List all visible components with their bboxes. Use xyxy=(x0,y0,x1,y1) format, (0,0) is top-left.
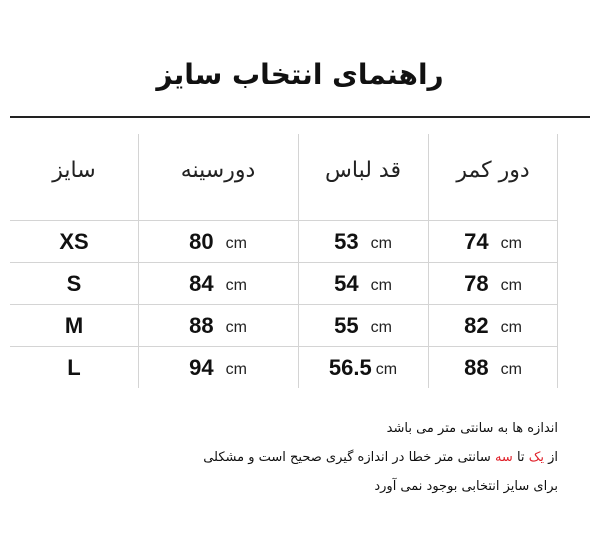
unit-label: cm xyxy=(500,277,522,294)
unit-label: cm xyxy=(370,319,392,336)
unit-label: cm xyxy=(370,277,392,294)
note-from: از xyxy=(548,450,558,465)
unit-label: cm xyxy=(500,319,522,336)
unit-label: cm xyxy=(225,277,247,294)
unit-label: cm xyxy=(225,319,247,336)
note-rest: سانتی متر خطا در اندازه گیری صحیح است و مشکلی xyxy=(203,450,491,465)
note-three-highlight: سه xyxy=(494,450,513,465)
length-value: 54 xyxy=(334,271,359,296)
note-line-2 xyxy=(38,443,558,472)
header-size: سایز xyxy=(52,157,96,183)
waist-cell xyxy=(428,222,558,262)
unit-label: cm xyxy=(370,235,392,252)
unit-label: cm xyxy=(500,235,522,252)
waist-cell xyxy=(428,348,558,388)
header-chest: دورسینه xyxy=(180,157,256,183)
chest-value: 84 xyxy=(189,271,214,296)
note-to: تا xyxy=(516,450,525,465)
waist-cell xyxy=(428,306,558,346)
unit-label: cm xyxy=(500,361,522,378)
size-cell: L xyxy=(67,355,81,380)
length-cell xyxy=(298,222,428,262)
note-line-1: اندازه ها به سانتی متر می باشد xyxy=(386,421,558,436)
chest-value: 94 xyxy=(189,355,214,380)
note-line-3: برای سایز انتخابی بوجود نمی آورد xyxy=(374,479,558,494)
chest-cell xyxy=(138,264,298,304)
chest-cell xyxy=(138,348,298,388)
unit-label: cm xyxy=(225,235,247,252)
waist-cell xyxy=(428,264,558,304)
page-title: راهنمای انتخاب سایز xyxy=(156,58,444,91)
length-cell xyxy=(298,306,428,346)
note-one-highlight: یک xyxy=(528,450,544,465)
row-divider xyxy=(10,220,558,221)
waist-value: 78 xyxy=(464,271,489,296)
size-cell: M xyxy=(64,313,84,338)
chest-cell xyxy=(138,222,298,262)
unit-label: cm xyxy=(375,361,398,378)
waist-value: 88 xyxy=(464,355,489,380)
header-waist: دور کمر xyxy=(456,157,530,183)
unit-label: cm xyxy=(225,361,247,378)
length-value: 55 xyxy=(334,313,359,338)
size-cell: XS xyxy=(59,229,89,254)
row-divider xyxy=(10,346,558,347)
row-divider xyxy=(10,304,558,305)
title-divider xyxy=(10,116,590,118)
chest-value: 88 xyxy=(189,313,214,338)
length-cell xyxy=(298,264,428,304)
size-table xyxy=(10,134,558,388)
row-divider xyxy=(10,262,558,263)
chest-cell xyxy=(138,306,298,346)
length-cell xyxy=(298,348,428,388)
size-cell: S xyxy=(66,271,82,296)
length-value: 53 xyxy=(334,229,359,254)
length-value: 56.5 xyxy=(328,355,372,380)
chest-value: 80 xyxy=(189,229,214,254)
waist-value: 74 xyxy=(464,229,489,254)
size-notes xyxy=(38,414,558,501)
waist-value: 82 xyxy=(464,313,489,338)
header-length: قد لباس xyxy=(325,157,401,183)
